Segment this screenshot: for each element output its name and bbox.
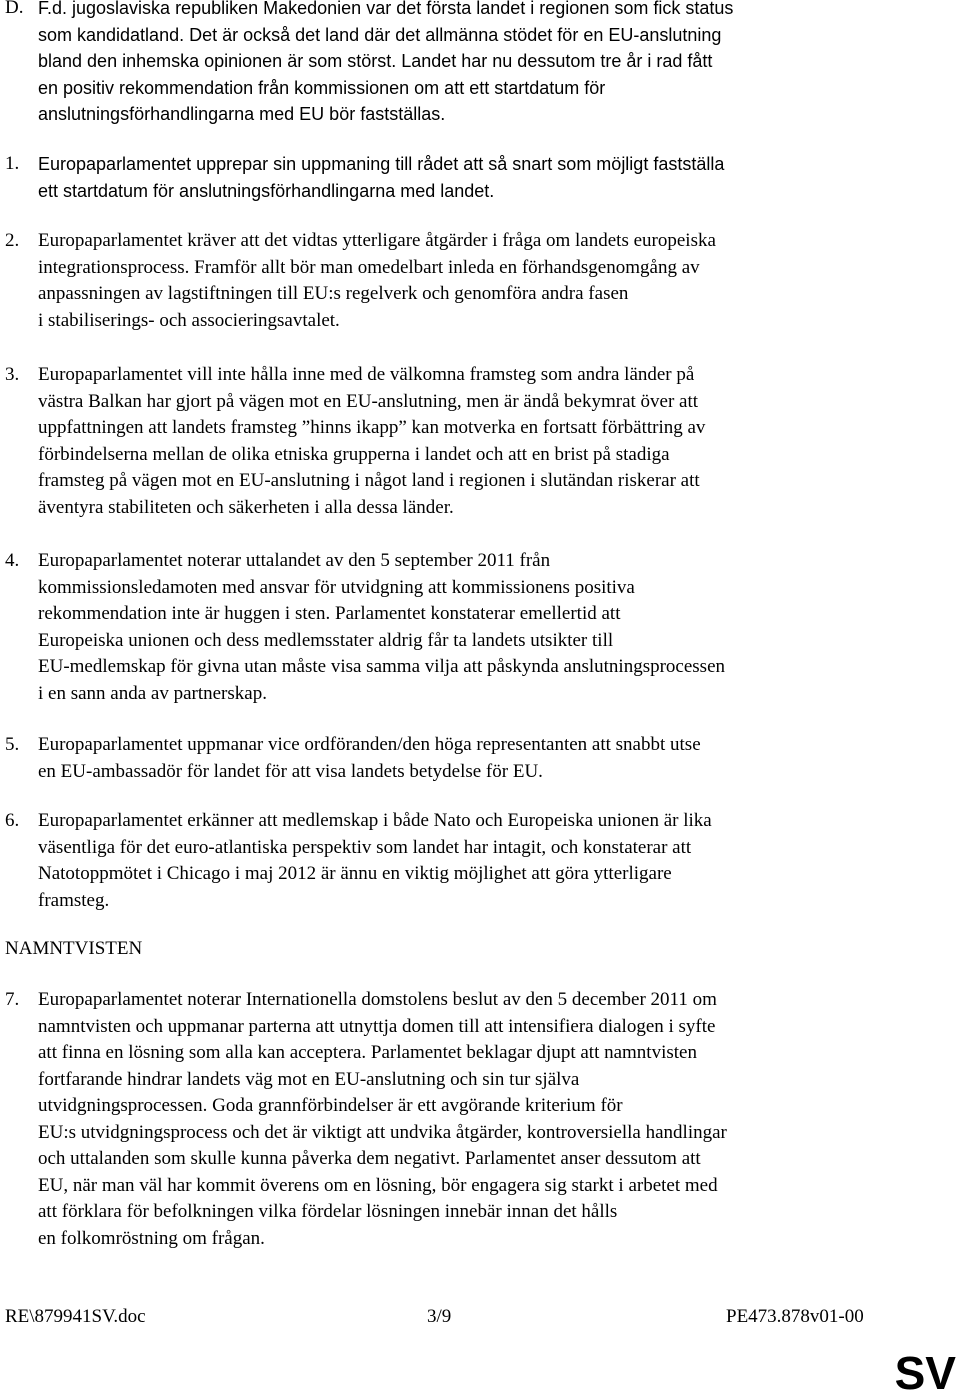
paragraph-text xyxy=(38,808,900,914)
paragraph-d xyxy=(0,0,900,128)
text-line: anslutningsförhandlingarna med EU bör fastställas. xyxy=(38,104,446,124)
text-line: Europaparlamentet noterar uttalandet av den 5 september 2011 från xyxy=(38,550,551,571)
paragraph-number: 3. xyxy=(5,364,20,385)
text-line: en positiv rekommendation från kommissionen om att ett startdatum för xyxy=(38,77,606,98)
text-line: Europaparlamentet vill inte hålla inne med de välkomna framsteg som andra länder på xyxy=(38,364,695,385)
text-line: framsteg. xyxy=(38,889,110,911)
text-line: och uttalanden som skulle kunna påverka dem negativt. Parlamentet anser dessutom att xyxy=(38,1148,701,1169)
paragraph-number: 1. xyxy=(5,153,20,174)
text-line: som kandidatland. Det är också det land där det allmänna stödet för en EU-anslutning xyxy=(38,24,722,45)
text-line: Europaparlamentet uppmanar vice ordföranden/den höga representanten att snabbt utse xyxy=(38,734,701,755)
paragraph-4 xyxy=(0,548,900,707)
footer-reference: PE473.878v01-00 xyxy=(726,1306,864,1327)
paragraph-number: 7. xyxy=(5,989,20,1010)
text-line: Europaparlamentet upprepar sin uppmaning till rådet att så snart som möjligt fastställa xyxy=(38,154,725,174)
text-line: Natotoppmötet i Chicago i maj 2012 är ännu en viktig möjlighet att göra ytterligare xyxy=(38,863,672,884)
paragraph-3 xyxy=(0,362,900,521)
text-line: västra Balkan har gjort på vägen mot en EU-anslutning, men är ändå bekymrat över att xyxy=(38,390,699,412)
paragraph-number: 2. xyxy=(5,230,20,251)
text-line: EU-medlemskap för givna utan måste visa samma vilja att påskynda anslutningsprocessen xyxy=(38,656,725,677)
text-line: en folkomröstning om frågan. xyxy=(38,1227,265,1249)
text-line: kommissionsledamoten med ansvar för utvidgning att kommissionens positiva xyxy=(38,576,635,598)
text-line: EU:s utvidgningsprocess och det är viktigt att undvika åtgärder, kontroversiella handlingar xyxy=(38,1121,727,1143)
text-line: förbindelserna mellan de olika etniska grupperna i landet och att en brist på stadiga xyxy=(38,443,670,465)
text-line: i stabiliserings- och associeringsavtalet. xyxy=(38,309,340,331)
paragraph-text xyxy=(38,362,900,521)
text-line: Europeiska unionen och dess medlemsstater aldrig får ta landets utsikter till xyxy=(38,629,614,651)
paragraph-number: 4. xyxy=(5,550,20,571)
language-code: SV xyxy=(894,1347,956,1399)
footer-document-name: RE\879941SV.doc xyxy=(5,1306,146,1327)
text-line: Europaparlamentet kräver att det vidtas ytterligare åtgärder i fråga om landets europeiska xyxy=(38,230,716,251)
text-line: att finna en lösning som alla kan acceptera. Parlamentet beklagar djupt att namntvisten xyxy=(38,1042,697,1063)
paragraph-text xyxy=(38,548,900,707)
text-line: utvidgningsprocessen. Goda grannförbindelser är ett avgörande kriterium för xyxy=(38,1095,623,1116)
text-line: F.d. jugoslaviska republiken Makedonien var det första landet i regionen som fick status xyxy=(38,0,734,18)
text-line: fortfarande hindrar landets väg mot en EU-anslutning och sin tur själva xyxy=(38,1068,580,1090)
paragraph-7 xyxy=(0,987,900,1252)
text-line: uppfattningen att landets framsteg ”hinns ikapp” kan motverka en fortsatt förbättring av xyxy=(38,417,706,438)
text-line: väsentliga för det euro-atlantiska perspektiv som landet har intagit, och konstaterar att xyxy=(38,836,692,858)
text-line: Europaparlamentet noterar Internationella domstolens beslut av den 5 december 2011 om xyxy=(38,989,717,1010)
text-line: integrationsprocess. Framför allt bör man omedelbart inleda en förhandsgenomgång av xyxy=(38,256,700,278)
text-line: i en sann anda av partnerskap. xyxy=(38,682,267,704)
paragraph-text xyxy=(38,151,900,204)
paragraph-text xyxy=(38,0,900,128)
paragraph-2 xyxy=(0,228,900,334)
paragraph-1 xyxy=(0,151,900,204)
paragraph-text xyxy=(38,987,900,1252)
paragraph-6 xyxy=(0,808,900,914)
paragraph-text xyxy=(38,228,900,334)
text-line: Europaparlamentet erkänner att medlemskap i både Nato och Europeiska unionen är lika xyxy=(38,810,712,831)
section-heading: NAMNTVISTEN xyxy=(5,938,143,959)
footer-page-number: 3/9 xyxy=(427,1306,452,1327)
paragraph-number: 5. xyxy=(5,734,20,755)
text-line: namntvisten och uppmanar parterna att utnyttja domen till att intensifiera dialogen i syfte xyxy=(38,1015,716,1037)
text-line: ett startdatum för anslutningsförhandlingarna med landet. xyxy=(38,180,495,201)
paragraph-number: 6. xyxy=(5,810,20,831)
text-line: framsteg på vägen mot en EU-anslutning i något land i regionen i slutändan riskerar att xyxy=(38,470,700,491)
text-line: äventyra stabiliteten och säkerheten i alla dessa länder. xyxy=(38,496,454,518)
paragraph-5 xyxy=(0,732,900,785)
text-line: bland den inhemska opinionen är som störst. Landet har nu dessutom tre år i rad fått xyxy=(38,51,713,71)
paragraph-number: D. xyxy=(5,0,24,18)
paragraph-text xyxy=(38,732,900,785)
text-line: EU, när man väl har kommit överens om en lösning, bör engagera sig starkt i arbetet med xyxy=(38,1174,718,1196)
text-line: att förklara för befolkningen vilka fördelar lösningen innebär innan det hålls xyxy=(38,1201,618,1222)
text-line: anpassningen av lagstiftningen till EU:s regelverk och genomföra andra fasen xyxy=(38,283,629,304)
text-line: en EU-ambassadör för landet för att visa landets betydelse för EU. xyxy=(38,760,543,782)
text-line: rekommendation inte är huggen i sten. Parlamentet konstaterar emellertid att xyxy=(38,603,621,624)
